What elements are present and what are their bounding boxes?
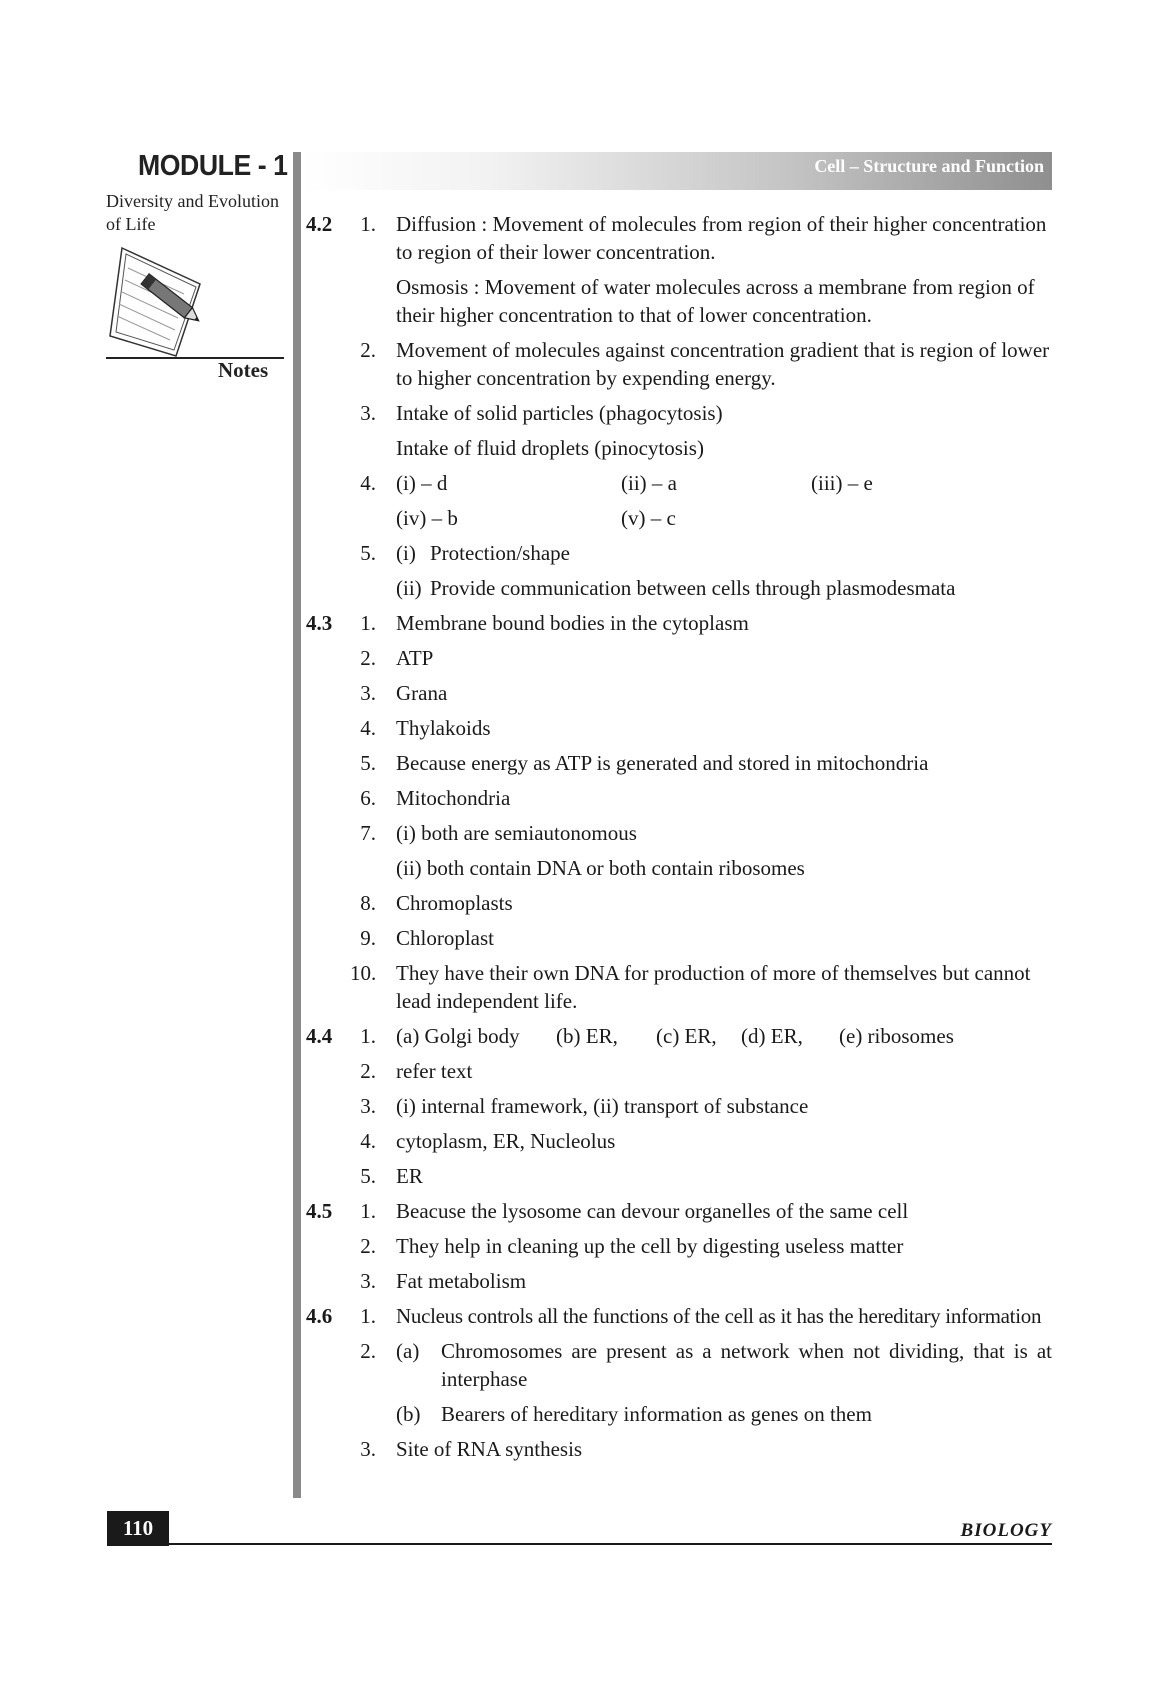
sub-label: (a) (396, 1339, 420, 1363)
answer-row (306, 854, 1052, 882)
section-number: 4.5 (306, 1199, 333, 1223)
answer-row (306, 574, 1052, 602)
question-number: 3. (360, 681, 376, 705)
answer-row (306, 679, 1052, 707)
match-item: (a) Golgi body (396, 1024, 520, 1048)
question-number: 4. (360, 716, 376, 740)
answer-row (306, 469, 1052, 497)
answer-row (306, 1302, 1052, 1330)
answer-text: Intake of fluid droplets (pinocytosis) (396, 436, 704, 460)
question-number: 2. (360, 1234, 376, 1258)
match-item: (iv) – b (396, 506, 458, 530)
match-item: (e) ribosomes (839, 1024, 954, 1048)
answer-text: Grana (396, 681, 448, 705)
answer-text: Beacuse the lysosome can devour organelles of the same cell (396, 1199, 909, 1223)
answer-row (306, 434, 1052, 462)
answer-row (306, 924, 1052, 952)
answer-row (306, 210, 1052, 266)
answer-text: Intake of solid particles (phagocytosis) (396, 401, 723, 425)
answer-text: Membrane bound bodies in the cytoplasm (396, 611, 749, 635)
margin-rule (293, 152, 301, 1498)
subtitle-line-1: Diversity and Evolution (106, 191, 279, 211)
answer-row (306, 819, 1052, 847)
match-item: (iii) – e (811, 471, 873, 495)
answer-row (306, 539, 1052, 567)
answer-row (306, 399, 1052, 427)
chapter-header-bar (301, 152, 1052, 190)
answer-row (306, 504, 1052, 532)
question-number: 5. (360, 1164, 376, 1188)
question-number: 3. (360, 1094, 376, 1118)
question-number: 8. (360, 891, 376, 915)
question-number: 2. (360, 646, 376, 670)
answer-text: Mitochondria (396, 786, 511, 810)
answer-text: Chloroplast (396, 926, 494, 950)
question-number: 4. (360, 471, 376, 495)
module-subtitle (106, 190, 296, 236)
answer-row (306, 1092, 1052, 1120)
answer-text: Diffusion : Movement of molecules from region of their higher concentration to region of their lower concentration. (396, 212, 1047, 264)
question-number: 1. (360, 1199, 376, 1223)
module-title: MODULE - 1 (138, 150, 288, 182)
question-number: 3. (360, 401, 376, 425)
question-number: 2. (360, 338, 376, 362)
question-number: 2. (360, 1059, 376, 1083)
question-number: 5. (360, 751, 376, 775)
answer-text: Chromoplasts (396, 891, 513, 915)
question-number: 6. (360, 786, 376, 810)
section-number: 4.2 (306, 212, 333, 236)
answer-row (306, 1232, 1052, 1260)
answer-row (306, 1162, 1052, 1190)
answer-text: Thylakoids (396, 716, 491, 740)
answer-row (306, 1337, 1052, 1393)
answer-text: Because energy as ATP is generated and stored in mitochondria (396, 751, 929, 775)
match-item: (d) ER, (741, 1024, 803, 1048)
question-number: 1. (360, 1024, 376, 1048)
match-item: (c) ER, (656, 1024, 717, 1048)
answer-row (306, 1400, 1052, 1428)
answer-text: Osmosis : Movement of water molecules across a membrane from region of their higher concentration to that of lower concentration. (396, 275, 1035, 327)
answer-text: (i) internal framework, (ii) transport of substance (396, 1094, 809, 1118)
page-number: 110 (107, 1511, 169, 1546)
answer-row (306, 959, 1052, 1015)
answer-row (306, 889, 1052, 917)
answer-row (306, 1197, 1052, 1225)
notes-label: Notes (218, 358, 269, 382)
match-item: (b) ER, (556, 1024, 618, 1048)
answer-text: Nucleus controls all the functions of the cell as it has the hereditary information (396, 1304, 1042, 1328)
match-item: (i) – d (396, 471, 448, 495)
answer-text: Chromosomes are present as a network when not dividing, that is at interphase (441, 1339, 1052, 1391)
section-number: 4.6 (306, 1304, 333, 1328)
answer-text: Site of RNA synthesis (396, 1437, 583, 1461)
question-number: 2. (360, 1339, 376, 1363)
answers-content (306, 210, 1052, 1470)
answer-row (306, 1127, 1052, 1155)
answer-row (306, 273, 1052, 329)
section-number: 4.3 (306, 611, 333, 635)
answer-text: Fat metabolism (396, 1269, 527, 1293)
sub-label: (i) (396, 541, 416, 565)
answer-text: Provide communication between cells through plasmodesmata (430, 576, 956, 600)
answer-row (306, 336, 1052, 392)
answer-text: Movement of molecules against concentration gradient that is region of lower to higher concentration by expending energy. (396, 338, 1050, 390)
question-number (350, 854, 376, 882)
question-number: 3. (360, 1437, 376, 1461)
question-number: 1. (360, 212, 376, 236)
sub-label: (ii) (396, 576, 422, 600)
answer-row (306, 1057, 1052, 1085)
question-number: 7. (360, 821, 376, 845)
answer-row (306, 1435, 1052, 1463)
answer-row (306, 749, 1052, 777)
sub-label: (b) (396, 1402, 421, 1426)
answer-row (306, 1267, 1052, 1295)
question-number: 3. (360, 1269, 376, 1293)
chapter-title: Cell – Structure and Function (814, 156, 1044, 176)
answer-text: They have their own DNA for production of more of themselves but cannot lead independent life. (396, 961, 1031, 1013)
answer-text: ER (396, 1164, 423, 1188)
match-item: (v) – c (621, 506, 676, 530)
notes-pencil-icon (108, 244, 218, 364)
subject-label: BIOLOGY (960, 1520, 1052, 1541)
answer-row (306, 784, 1052, 812)
answer-text: cytoplasm, ER, Nucleolus (396, 1129, 616, 1153)
answer-row (306, 1022, 1052, 1050)
question-number: 1. (360, 1304, 376, 1328)
question-number: 5. (360, 541, 376, 565)
section-number: 4.4 (306, 1024, 333, 1048)
answer-text: refer text (396, 1059, 473, 1083)
footer-rule (169, 1543, 1052, 1545)
answer-text: Bearers of hereditary information as genes on them (441, 1402, 872, 1426)
answer-text: They help in cleaning up the cell by digesting useless matter (396, 1234, 904, 1258)
answer-text: (ii) both contain DNA or both contain ribosomes (396, 856, 805, 880)
answer-text: Protection/shape (430, 541, 570, 565)
question-number: 9. (360, 926, 376, 950)
answer-row (306, 644, 1052, 672)
answer-text: (i) both are semiautonomous (396, 821, 637, 845)
question-number: 10. (350, 961, 377, 985)
answer-row (306, 609, 1052, 637)
subtitle-line-2: of Life (106, 214, 156, 234)
answer-text: ATP (396, 646, 434, 670)
question-number: 1. (360, 611, 376, 635)
match-item: (ii) – a (621, 471, 677, 495)
answer-row (306, 714, 1052, 742)
question-number: 4. (360, 1129, 376, 1153)
